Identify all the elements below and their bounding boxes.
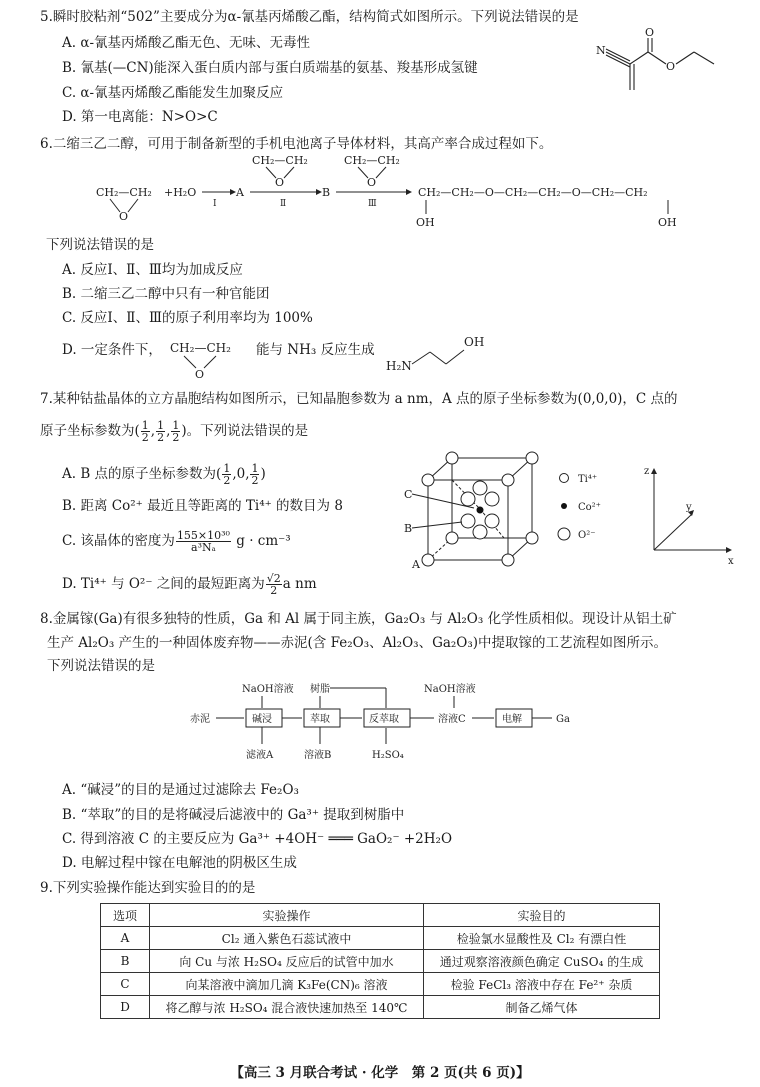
- axis-z: z: [644, 466, 650, 477]
- q6-step-2: Ⅱ: [280, 199, 287, 209]
- flow-h2so4: H₂SO₄: [372, 750, 404, 761]
- q7-crystal-cell-diagram: [404, 450, 544, 570]
- flow-back-extract: 反萃取: [369, 714, 399, 725]
- flow-filtrate-a: 滤液A: [246, 750, 274, 761]
- q8-option-d: D. 电解过程中镓在电解池的阴极区生成: [62, 855, 297, 871]
- table-row: [101, 927, 660, 950]
- flow-solution-b: 溶液B: [304, 750, 332, 761]
- table-row: [101, 996, 660, 1019]
- legend-o: O²⁻: [578, 530, 596, 541]
- q7-frac-3: $\frac{1}{2}$: [172, 419, 180, 444]
- q6-d-oh: OH: [464, 335, 485, 349]
- row-operation: 将乙醇与浓 H₂SO₄ 混合液快速加热至 140℃: [150, 996, 424, 1019]
- q5-stem: 5.瞬时胶粘剂“502”主要成分为α-氰基丙烯酸乙酯，结构简式如图所示。下列说法错误的是: [40, 9, 579, 25]
- table-row: [101, 973, 660, 996]
- q7-stem2-post: )。下列说法错误的是: [181, 423, 309, 439]
- table-row: [101, 950, 660, 973]
- q8-option-a: A. “碱浸”的目的是通过过滤除去 Fe₂O₃: [62, 782, 299, 798]
- q6-label-b: B: [322, 186, 331, 199]
- table-header-row: [101, 904, 660, 927]
- q7-frac-2: $\frac{1}{2}$: [157, 419, 165, 444]
- q7-stem2-pre: 原子坐标参数为(: [40, 423, 140, 439]
- q7-frac-1: $\frac{1}{2}$: [141, 419, 149, 444]
- q8-stem-line3: 下列说法错误的是: [47, 658, 155, 674]
- legend-co: Co²⁺: [578, 502, 601, 513]
- q6-option-d-prefix: D. 一定条件下，: [62, 342, 162, 358]
- q6-option-c: C. 反应Ⅰ、Ⅱ、Ⅲ的原子利用率均为 100%: [62, 310, 313, 326]
- q8-stem: 8.金属镓(Ga)有很多独特的性质，Ga 和 Al 属于同主族，Ga₂O₃ 与 Al₂O₃ 化学性质相似。现设计从铝土矿: [40, 611, 677, 627]
- q7-point-c: C: [404, 488, 413, 501]
- q6-option-b: B. 二缩三乙二醇中只有一种官能团: [62, 286, 270, 302]
- q5-structure-diagram: [590, 26, 740, 105]
- legend-ti: Ti⁴⁺: [578, 474, 598, 485]
- q6-option-d-epoxide: [170, 336, 250, 380]
- q7-c-frac: $\frac{\text{155×10³⁰}}{\text{a³Nₐ}}$: [176, 529, 230, 554]
- q5-option-d: D. 第一电离能：N>O>C: [62, 109, 218, 125]
- flow-naoh-1: NaOH溶液: [242, 684, 294, 695]
- row-operation: 向 Cu 与浓 H₂SO₄ 反应后的试管中加水: [150, 950, 424, 973]
- flow-extract: 萃取: [310, 714, 330, 725]
- q7-option-c: C. 该晶体的密度为 $\frac{\text{155×10³⁰}}{\text{a³Nₐ}}$ g · cm⁻³: [62, 529, 291, 554]
- axis-y: y: [686, 502, 692, 513]
- q5-struct-o2: O: [666, 60, 676, 73]
- row-purpose: 检验氯水显酸性及 Cl₂ 有漂白性: [424, 927, 660, 950]
- header-option: 选项: [101, 904, 150, 927]
- q6-step-3: Ⅲ: [368, 199, 377, 209]
- q6-d-eo-o: O: [195, 368, 205, 381]
- q8-option-b: B. “萃取”的目的是将碱浸后滤液中的 Ga³⁺ 提取到树脂中: [62, 807, 405, 823]
- row-purpose: 通过观察溶液颜色确定 CuSO₄ 的生成: [424, 950, 660, 973]
- flow-naoh-2: NaOH溶液: [424, 684, 476, 695]
- q7-stem-line2: 原子坐标参数为( $\frac{1}{2}$ , $\frac{1}{2}$ , $\frac{1}{2}$ )。下列说法错误的是: [40, 419, 309, 444]
- q7-point-a: A: [412, 558, 420, 571]
- q7-option-d: D. Ti⁴⁺ 与 O²⁻ 之间的最短距离为 $\frac{√2}{2}$ a nm: [62, 572, 317, 597]
- row-operation: Cl₂ 通入紫色石蕊试液中: [150, 927, 424, 950]
- q6-stem: 6.二缩三乙二醇，可用于制备新型的手机电池离子导体材料，其高产率合成过程如下。: [40, 136, 553, 152]
- q7-a-frac-1: $\frac{1}{2}$: [223, 462, 231, 487]
- q5-option-c: C. α-氰基丙烯酸乙酯能发生加聚反应: [62, 85, 284, 101]
- q9-stem: 9.下列实验操作能达到实验目的的是: [40, 880, 256, 896]
- q6-step-1: Ⅰ: [213, 199, 217, 209]
- q7-legend: [556, 470, 626, 550]
- row-option: A: [101, 927, 150, 950]
- q7-a-frac-2: $\frac{1}{2}$: [251, 462, 259, 487]
- flow-electrolysis: 电解: [502, 714, 522, 725]
- q7-option-a: A. B 点的原子坐标参数为( $\frac{1}{2}$ ,0, $\frac{1}{2}$ ): [62, 462, 266, 487]
- q6-option-d-mid: 能与 NH₃ 反应生成: [256, 342, 375, 358]
- axis-x: x: [728, 556, 734, 567]
- q9-experiment-table: [100, 903, 660, 1019]
- q6-option-a: A. 反应Ⅰ、Ⅱ、Ⅲ均为加成反应: [62, 262, 243, 278]
- q7-option-b: B. 距离 Co²⁺ 最近且等距离的 Ti⁴⁺ 的数目为 8: [62, 498, 343, 514]
- q8-option-c: C. 得到溶液 C 的主要反应为 Ga³⁺ +4OH⁻ ═══ GaO₂⁻ +2H₂O: [62, 831, 453, 847]
- q8-process-flow: [190, 680, 580, 780]
- q6-oh-right: OH: [658, 216, 677, 229]
- q5-option-b: B. 氰基(—CN)能深入蛋白质内部与蛋白质端基的氨基、羧基形成氢键: [62, 60, 478, 76]
- row-purpose: 检验 FeCl₃ 溶液中存在 Fe²⁺ 杂质: [424, 973, 660, 996]
- q7-d-frac: $\frac{√2}{2}$: [266, 572, 281, 597]
- q6-label-a: A: [236, 186, 244, 199]
- flow-solution-c: 溶液C: [438, 714, 466, 725]
- flow-ga: Ga: [556, 714, 570, 725]
- row-option: D: [101, 996, 150, 1019]
- q6-lead: 下列说法错误的是: [46, 237, 154, 253]
- q7-stem: 7.某种钴盐晶体的立方晶胞结构如图所示，已知晶胞参数为 a nm，A 点的原子坐标参数为(0,0,0)，C 点的: [40, 391, 678, 407]
- header-purpose: 实验目的: [424, 904, 660, 927]
- header-operation: 实验操作: [150, 904, 424, 927]
- flow-red-mud: 赤泥: [190, 714, 210, 725]
- row-option: C: [101, 973, 150, 996]
- q6-eo-1: CH₂—CH₂: [96, 186, 152, 199]
- q8-stem-line2: 生产 Al₂O₃ 产生的一种固体废弃物——赤泥(含 Fe₂O₃、Al₂O₃、Ga₂O₃)中提取镓的工艺流程如图所示。: [47, 635, 668, 651]
- q5-struct-o1: O: [645, 26, 655, 39]
- q6-option-d-aminoethanol: [386, 330, 496, 374]
- q6-eo-2: CH₂—CH₂: [252, 154, 308, 167]
- q5-struct-n: N: [596, 44, 606, 57]
- page-footer: 【高三 3 月联合考试 · 化学 第 2 页(共 6 页)】: [230, 1065, 530, 1081]
- q5-option-a: A. α-氰基丙烯酸乙酯无色、无味、无毒性: [62, 35, 311, 51]
- q6-eo-3-o: O: [367, 176, 377, 189]
- q6-oh-left: OH: [416, 216, 435, 229]
- q6-d-eo: CH₂—CH₂: [170, 341, 231, 355]
- q6-eo-3: CH₂—CH₂: [344, 154, 400, 167]
- q6-eo-1-o: O: [119, 210, 129, 223]
- q6-plus-water: +H₂O: [164, 186, 197, 199]
- flow-resin: 树脂: [310, 684, 330, 695]
- flow-leach: 碱浸: [252, 714, 272, 725]
- q6-eo-2-o: O: [275, 176, 285, 189]
- row-option: B: [101, 950, 150, 973]
- q6-reaction-scheme: [90, 152, 710, 232]
- row-operation: 向某溶液中滴加几滴 K₃Fe(CN)₆ 溶液: [150, 973, 424, 996]
- q7-point-b: B: [404, 522, 413, 535]
- row-purpose: 制备乙烯气体: [424, 996, 660, 1019]
- q6-d-h2n: H₂N: [386, 359, 412, 373]
- q6-product: CH₂—CH₂—O—CH₂—CH₂—O—CH₂—CH₂: [418, 186, 648, 199]
- q7-axes: [642, 466, 742, 566]
